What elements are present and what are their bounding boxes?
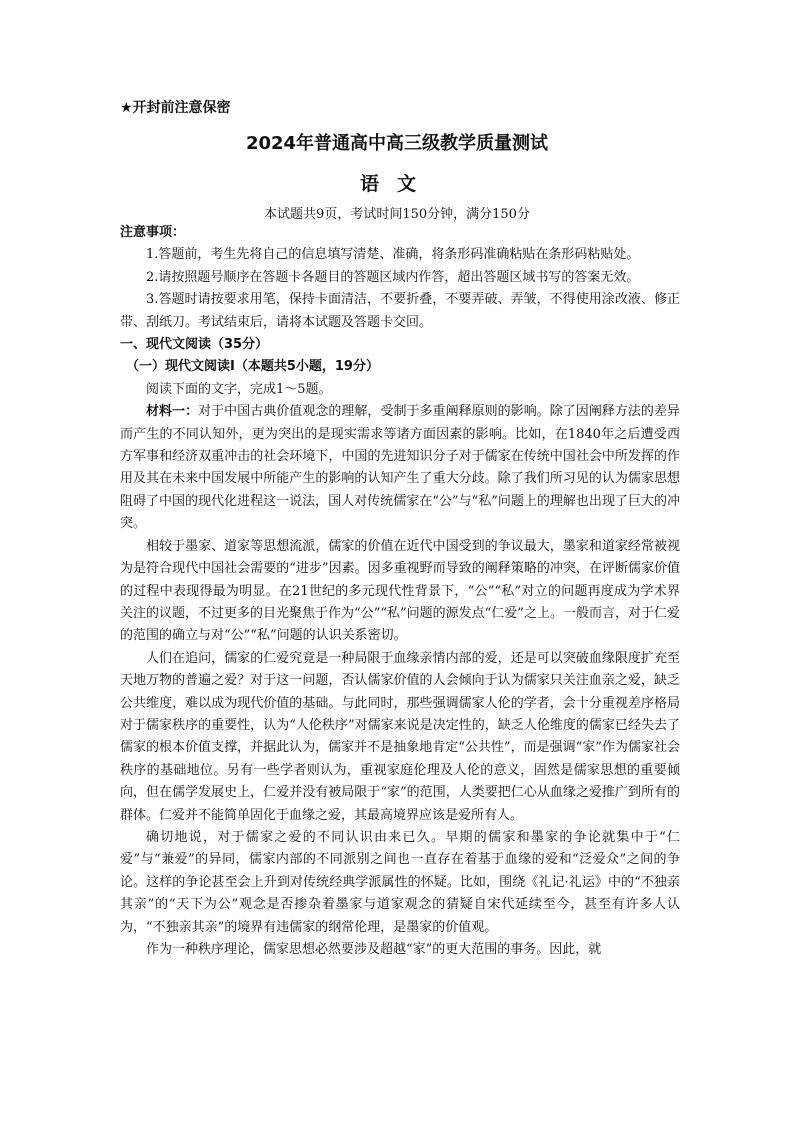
material-paragraph: 作为一种秩序理论，儒家思想必然要涉及超越“家”的更大范围的事务。因此，就: [146, 942, 602, 957]
reading-instruction: 阅读下面的文字，完成1～5题。: [146, 381, 332, 397]
notice-heading: 注意事项：: [120, 225, 186, 240]
material-paragraph: 相较于墨家、道家等思想流派，儒家的价值在近代中国受到的争议最大，墨家和道家经常被视为是符合现代中国社会需要的“进步”因素。因多重视野而导致的阐释策略的冲突，在评断儒家价值的过程中表现得最为明显。在21世纪的多元现代性背景下，“公”“私”对立的问题再度成为学术界关注的议题，不过更多的目光聚焦于作为“公”“私”问题的源发点“仁爱”之上。一般而言，对于仁爱的范围的确立与对“公”“私”问题的认识关系密切。: [120, 538, 680, 644]
notice-item: 2.请按照题号顺序在答题卡各题目的答题区域内作答，超出答题区域书写的答案无效。: [146, 269, 640, 285]
confidential-notice: ★开封前注意保密: [120, 100, 231, 116]
exam-meta: 本试题共9页，考试时间150分钟，满分150分: [264, 207, 530, 222]
exam-content: [120, 222, 680, 961]
material-paragraph: [120, 401, 680, 535]
notice-item: 3.答题时请按要求用笔，保持卡面清洁，不要折叠，不要弄破、弄皱，不得使用涂改液、修正带、刮纸刀。考试结束后，请将本试题及答题卡交回。: [120, 292, 680, 330]
subject-title: 语文: [359, 173, 434, 195]
section-heading: 一、现代文阅读（35分）: [120, 337, 269, 353]
exam-title: 2024年普通高中高三级教学质量测试: [245, 133, 549, 154]
notice-item: 1.答题前，考生先将自己的信息填写清楚、准确，将条形码准确粘贴在条形码粘贴处。: [146, 247, 640, 263]
material-text: 对于中国古典价值观念的理解，受制于多重阐释原则的影响。除了因阐释方法的差异而产生的不同认知外，更为突出的是现实需求等诸方面因素的影响。比如，在1840年之后遭受西方军事和经济双重冲击的社会环境下，中国的先进知识分子对于儒家在传统中国社会中所发挥的作用及其在未来中国发展中所能产生的影响的认知产生了重大分歧。除了我们所习见的认为儒家思想阻碍了中国的现代化进程这一说法，国人对传统儒家在“公”与“私”问题上的理解也出现了巨大的冲突。: [120, 404, 680, 532]
material-paragraph: 人们在追问，儒家的仁爱究竟是一种局限于血缘亲情内部的爱，还是可以突破血缘限度扩充至天地万物的普遍之爱？对于这一问题，否认儒家价值的人会倾向于认为儒家只关注血亲之爱，缺乏公共维度，难以成为现代价值的基础。与此同时，那些强调儒家人伦的学者，会十分重视差序格局对于儒家秩序的重要性，认为“人伦秩序”对儒家来说是决定性的，缺乏人伦维度的儒家已经失去了儒家的根本价值支撑，并据此认为，儒家并不是抽象地肯定“公共性”，而是强调“家”作为儒家社会秩序的基础地位。另有一些学者则认为，重视家庭伦理及人伦的意义，固然是儒家思想的重要倾向，但在儒学发展史上，仁爱并没有被局限于“家”的范围，人类要把仁心从血缘之爱推广到所有的群体。仁爱并不能简单固化于血缘之爱，其最高境界应该是爱所有人。: [120, 650, 680, 823]
material-paragraph: 确切地说，对于儒家之爱的不同认识由来已久。早期的儒家和墨家的争论就集中于“仁爱”与“兼爱”的异同，儒家内部的不同派别之间也一直存在着基于血缘的爱和“泛爱众”之间的争论。这样的争论甚至会上升到对传统经典学派属性的怀疑。比如，围绕《礼记·礼运》中的“不独亲其亲”的“天下为公”观念是否掺杂着墨家与道家观念的猜疑自宋代延续至今，甚至有许多人认为，“不独亲其亲”的境界有违儒家的纲常伦理，是墨家的价值观。: [120, 829, 680, 935]
material-label: 材料一：: [146, 404, 199, 420]
subsection-heading: （一）现代文阅读Ⅰ（本题共5小题，19分）: [126, 359, 379, 375]
